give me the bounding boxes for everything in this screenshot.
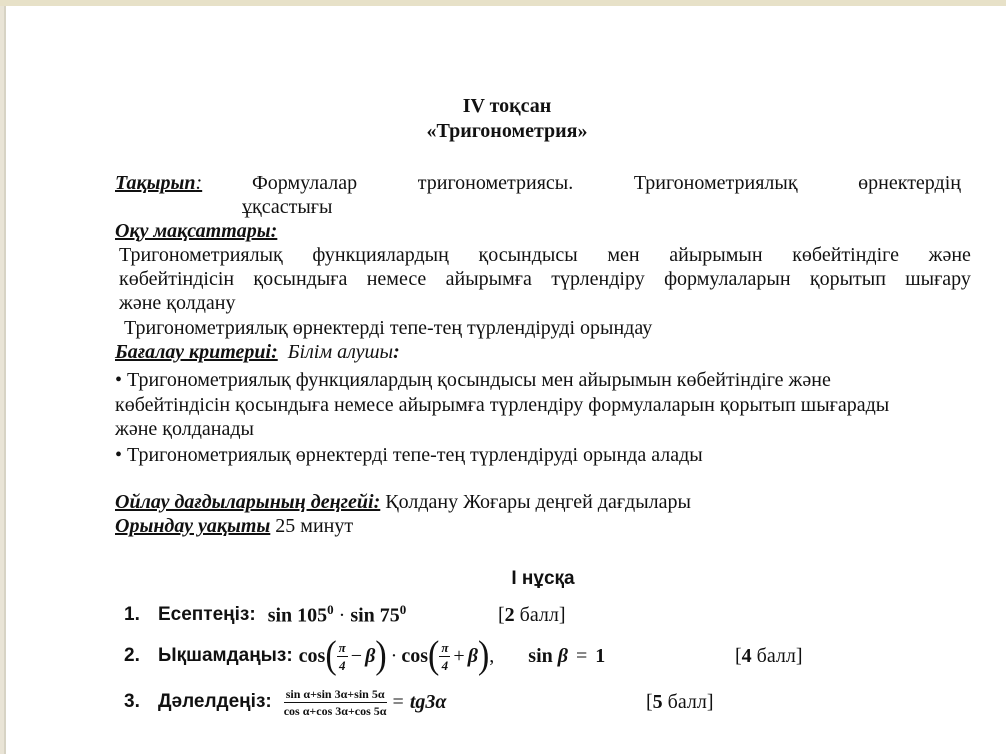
bullet-icon: • [115, 369, 123, 391]
task-3-expression: $\frac{\text{sin α+sin 3α+sin 5α}}{\text{cos α+cos 3α+cos 5α}}$ = tg3α [283, 686, 447, 718]
task-1 [124, 600, 406, 630]
duration-value: 25 минут [275, 515, 354, 537]
section-title: «Тригонометрия» [426, 120, 588, 142]
duration-label: Орындау уақыты [115, 515, 271, 537]
criteria-bullet-2: • Тригонометриялық өрнектерді тепе-тең түрлендіруді орында алады [115, 444, 703, 466]
task-3-points: [5 балл] [646, 691, 714, 713]
task-2-expression: cos ( $\frac{\pi}{4}$ − β ) · cos ( $\frac{\pi}{4}$ + β ) , sin β = 1 [298, 634, 606, 677]
criteria-bullet-1-line2: көбейтіндісін қосындыға немесе айырымға түрлендіру формулаларын қорытып шығарады [115, 394, 890, 416]
task-2-number: 2. [124, 645, 140, 666]
thinking-label: Ойлау дағдыларының деңгейі: [115, 491, 381, 513]
topic-line2: ұқсастығы [242, 196, 333, 218]
task-2-label: Ықшамдаңыз: [158, 645, 293, 666]
quarter-title: IV тоқсан [462, 95, 552, 117]
bullet-icon: • [115, 444, 123, 466]
criteria-label-line: Бағалау критериі: Білім алушы: [115, 341, 400, 363]
variant-title: І нұсқа [511, 568, 575, 589]
task-3-number: 3. [124, 691, 140, 712]
objectives-line1: Тригонометриялық функциялардың қосындысы мен айырымын көбейтіндіге және [119, 244, 971, 266]
criteria-sub: Білім алушы [287, 341, 394, 363]
topic-line1: Формулалар тригонометриясы. Тригонометриялық өрнектердің [252, 172, 961, 194]
thinking-value: Қолдану Жоғары деңгей дағдылары [385, 491, 691, 513]
objectives-label: Оқу мақсаттары: [115, 220, 278, 242]
task-1-points: [2 балл] [498, 604, 566, 626]
duration-line [115, 514, 353, 538]
topic-label: Тақырып: [115, 172, 203, 194]
criteria-bullet-1-line3: және қолданады [115, 418, 254, 440]
task-1-expression: $\sin 105^0 \cdot \sin 75^0$ [267, 602, 407, 627]
task-2 [124, 634, 605, 678]
task-1-number: 1. [124, 604, 140, 625]
objectives-line2: көбейтіндісін қосындыға немесе айырымға түрлендіру формулаларын қорытып шығару [119, 268, 971, 290]
task-3 [124, 678, 446, 726]
task-3-label: Дәлелдеңіз: [158, 691, 272, 712]
objectives-line3: және қолдану [119, 292, 236, 314]
objectives-line4: Тригонометриялық өрнектерді тепе-тең түрлендіруді орындау [124, 317, 653, 339]
criteria-bullet-1: • Тригонометриялық функциялардың қосындысы мен айырымын көбейтіндіге және [115, 369, 831, 391]
criteria-label: Бағалау критериі: [115, 341, 278, 363]
thinking-line [115, 490, 691, 514]
task-3-denominator: cos α+cos 3α+cos 5α [283, 703, 387, 718]
task-2-points: [4 балл] [735, 645, 803, 667]
task-1-label: Есептеңіз: [158, 604, 256, 625]
task-3-numerator: sin α+sin 3α+sin 5α [285, 686, 385, 701]
document-page [4, 6, 1006, 754]
